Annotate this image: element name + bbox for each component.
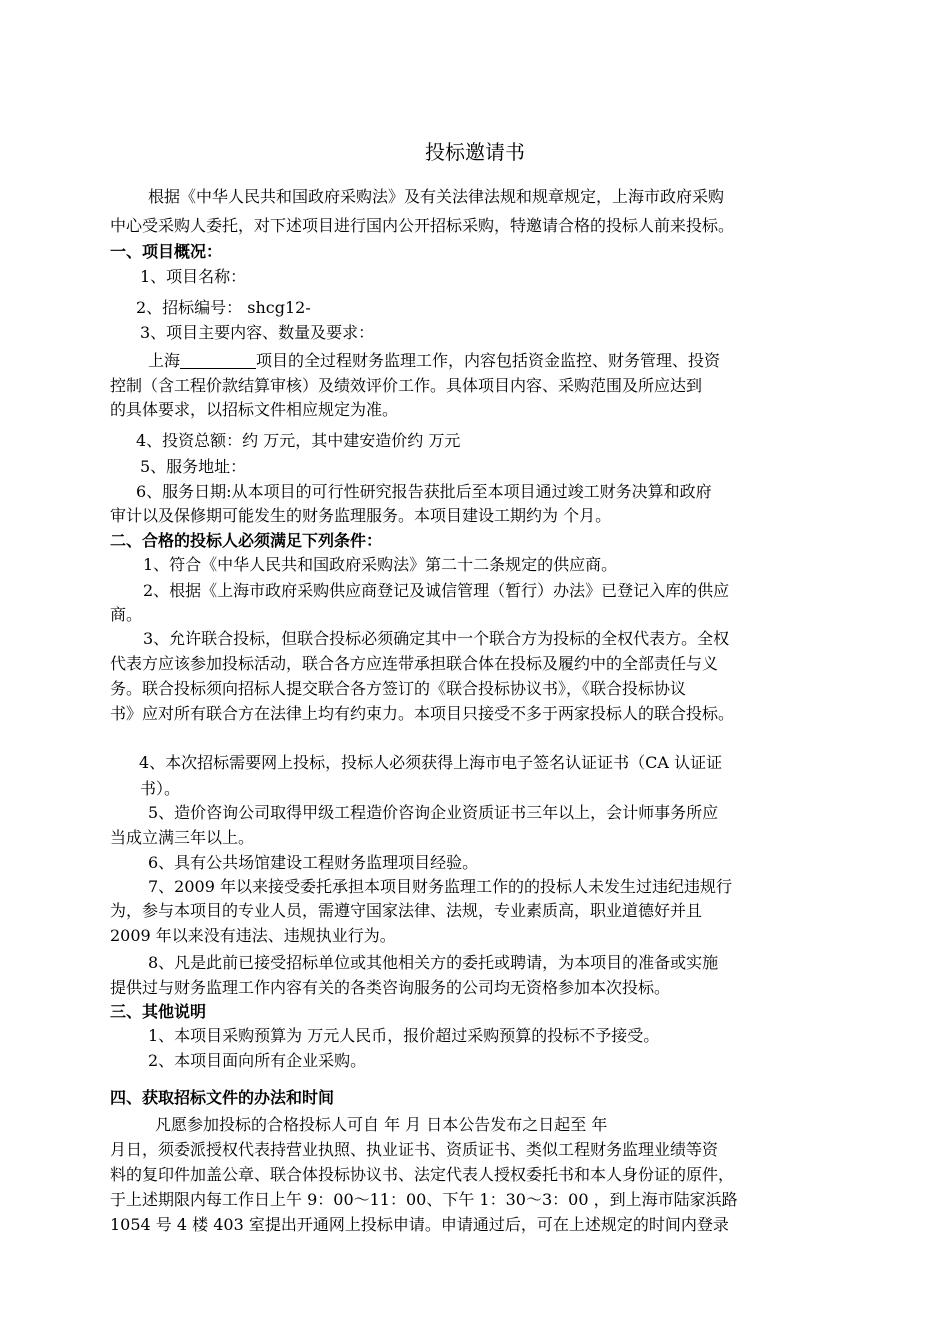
condition-line: 8、凡是此前已接受招标单位或其他相关方的委托或聘请，为本项目的准备或实施	[148, 953, 719, 972]
content-line: 控制（含工程价款结算审核）及绩效评价工作。具体项目内容、采购范围及所应达到	[110, 376, 703, 395]
intro-line: 根据《中华人民共和国政府采购法》及有关法律法规和规章规定，上海市政府采购	[148, 187, 725, 206]
tender-number-item: 2、招标编号： shcg12-	[136, 298, 311, 317]
other-note-line: 1、本项目采购预算为 万元人民币，报价超过采购预算的投标不予接受。	[148, 1026, 660, 1045]
content-prefix: 上海	[148, 351, 181, 370]
project-content-item: 3、项目主要内容、数量及要求：	[140, 323, 375, 342]
condition-line: 当成立满三年以上。	[110, 828, 255, 847]
section-heading: 四、获取招标文件的办法和时间	[110, 1088, 335, 1107]
condition-line: 务。联合投标须向招标人提交联合各方签订的《联合投标协议书》，《联合投标协议	[110, 679, 687, 698]
condition-line: 代表方应该参加投标活动，联合各方应连带承担联合体在投标及履约中的全部责任与义	[110, 654, 719, 673]
procedure-line: 于上述期限内每工作日上午 9：00～11：00、下午 1：30～3：00 ，到上海市陆家浜路	[110, 1190, 738, 1209]
condition-line: 2、根据《上海市政府采购供应商登记及诚信管理（暂行）办法》已登记入库的供应	[143, 581, 730, 600]
section-heading: 一、项目概况：	[110, 242, 223, 261]
content-text: 项目的全过程财务监理工作，内容包括资金监控、财务管理、投资	[256, 351, 721, 370]
condition-line: 1、符合《中华人民共和国政府采购法》第二十二条规定的供应商。	[143, 555, 618, 574]
section-heading: 三、其他说明	[110, 1002, 207, 1021]
content-line	[148, 350, 720, 372]
blank-underline	[180, 352, 256, 369]
condition-line: 商。	[110, 605, 143, 624]
project-name-item: 1、项目名称：	[140, 267, 247, 286]
procedure-line: 1054 号 4 楼 403 室提出开通网上投标申请。申请通过后，可在上述规定的时间内登录	[110, 1215, 729, 1234]
condition-line: 2009 年以来没有违法、违规执业行为。	[110, 926, 396, 945]
condition-line: 7、2009 年以来接受委托承担本项目财务监理工作的的投标人未发生过违纪违规行	[148, 877, 732, 896]
other-note-line: 2、本项目面向所有企业采购。	[148, 1051, 367, 1070]
content-line: 的具体要求，以招标文件相应规定为准。	[110, 400, 399, 419]
condition-line: 书）。	[140, 779, 181, 798]
procedure-line: 月日，须委派授权代表持营业执照、执业证书、资质证书、类似工程财务监理业绩等资	[110, 1140, 719, 1159]
service-date-line: 6、服务日期:从本项目的可行性研究报告获批后至本项目通过竣工财务决算和政府	[136, 482, 712, 501]
condition-line: 书》应对所有联合方在法律上均有约束力。本项目只接受不多于两家投标人的联合投标。	[110, 704, 735, 723]
procedure-line: 凡愿参加投标的合格投标人可自 年 月 日本公告发布之日起至 年	[155, 1115, 608, 1134]
section-heading: 二、合格的投标人必须满足下列条件：	[110, 531, 383, 550]
condition-line: 为，参与本项目的专业人员，需遵守国家法律、法规，专业素质高，职业道德好并且	[110, 901, 703, 920]
condition-line: 3、允许联合投标，但联合投标必须确定其中一个联合方为投标的全权代表方。全权	[143, 629, 730, 648]
condition-line: 提供过与财务监理工作内容有关的各类咨询服务的公司均无资格参加本次投标。	[110, 978, 671, 997]
service-date-line: 审计以及保修期可能发生的财务监理服务。本项目建设工期约为 个月。	[110, 506, 612, 525]
condition-line: 6、具有公共场馆建设工程财务监理项目经验。	[148, 853, 479, 872]
investment-item: 4、投资总额：约 万元，其中建安造价约 万元	[136, 431, 461, 450]
condition-line: 4、本次招标需要网上投标，投标人必须获得上海市电子签名认证证书（CA 认证证	[139, 753, 723, 772]
page-title: 投标邀请书	[425, 140, 525, 164]
service-address-item: 5、服务地址：	[140, 457, 247, 476]
condition-line: 5、造价咨询公司取得甲级工程造价咨询企业资质证书三年以上，会计师事务所应	[148, 803, 719, 822]
intro-line: 中心受采购人委托，对下述项目进行国内公开招标采购，特邀请合格的投标人前来投标。	[110, 216, 735, 235]
procedure-line: 料的复印件加盖公章、联合体投标协议书、法定代表人授权委托书和本人身份证的原件，	[110, 1165, 735, 1184]
